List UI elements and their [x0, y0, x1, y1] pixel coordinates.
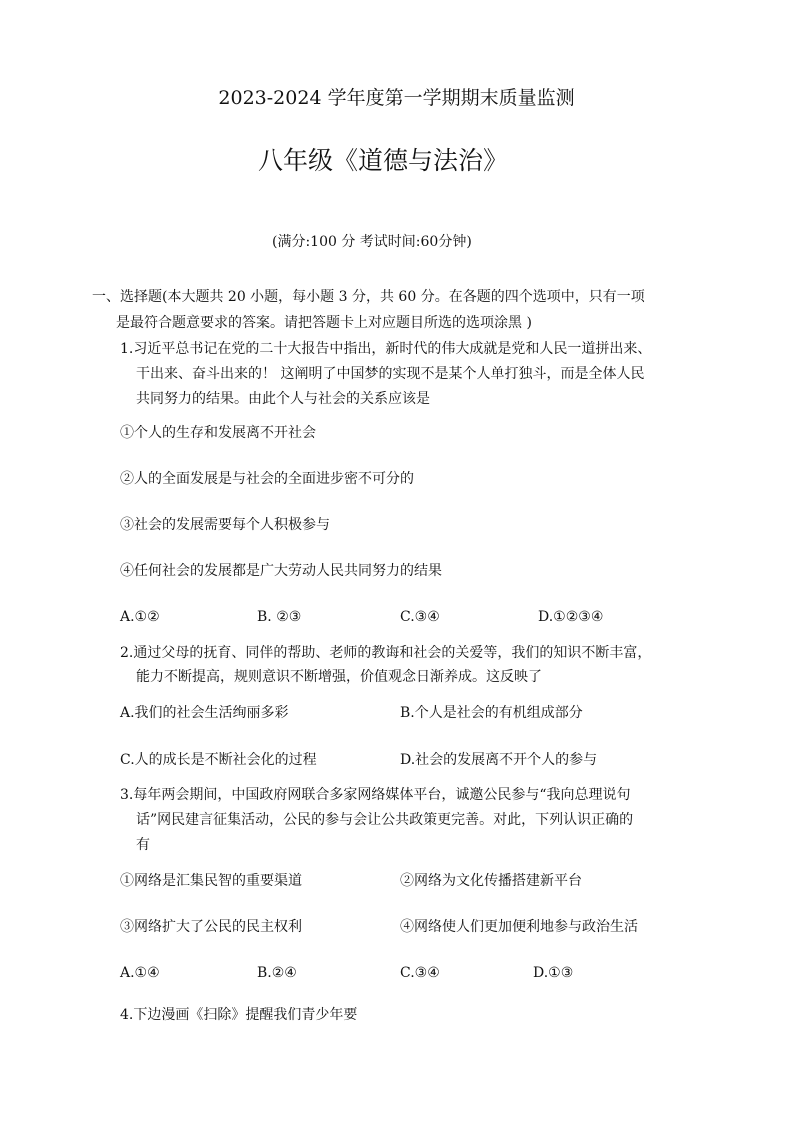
question-2-option-b: B.个人是社会的有机组成部分	[400, 705, 583, 721]
question-2-stem-line1: 2.通过父母的抚育、同伴的帮助、老师的教诲和社会的关爱等，我们的知识不断丰富，	[120, 645, 652, 661]
question-2-option-a: A.我们的社会生活绚丽多彩	[120, 705, 289, 721]
question-1-stem-line2: 干出来、奋斗出来的！ 这阐明了中国梦的实现不是某个人单打独斗，而是全体人民	[136, 366, 645, 382]
question-1-option-a: A.①②	[120, 609, 160, 625]
question-3-option-c: C.③④	[400, 965, 440, 981]
subject-title: 八年级《道德与法治》	[258, 146, 509, 175]
question-1-statement-2: ②人的全面发展是与社会的全面进步密不可分的	[120, 471, 414, 487]
question-2-stem-line2: 能力不断提高，规则意识不断增强，价值观念日渐养成。这反映了	[136, 669, 542, 685]
exam-title: 2023-2024 学年度第一学期期末质量监测	[218, 87, 575, 109]
question-1-option-c: C.③④	[400, 609, 440, 625]
question-3-option-a: A.①④	[120, 965, 160, 981]
question-1-statement-4: ④任何社会的发展都是广大劳动人民共同努力的结果	[120, 563, 442, 579]
question-3-statement-4: ④网络使人们更加便利地参与政治生活	[400, 919, 638, 935]
question-3-statement-3: ③网络扩大了公民的民主权利	[120, 919, 302, 935]
question-1-option-b: B. ②③	[257, 609, 302, 625]
exam-info: (满分:100 分 考试时间:60分钟)	[272, 234, 472, 250]
question-3-statement-2: ②网络为文化传播搭建新平台	[400, 873, 582, 889]
question-1-statement-1: ①个人的生存和发展离不开社会	[120, 425, 316, 441]
section-instruction-line1: 一、选择题(本大题共 20 小题，每小题 3 分，共 60 分。在各题的四个选项中，只有一项	[92, 289, 645, 305]
section-instruction-line2: 是最符合题意要求的答案。请把答题卡上对应题目所选的选项涂黑 )	[116, 315, 532, 331]
question-3-option-d: D.①③	[533, 965, 574, 981]
question-2-option-c: C.人的成长是不断社会化的过程	[120, 752, 317, 768]
question-1-stem-line3: 共同努力的结果。由此个人与社会的关系应该是	[136, 391, 430, 407]
question-1-option-d: D.①②③④	[538, 609, 604, 625]
question-3-statement-1: ①网络是汇集民智的重要渠道	[120, 873, 302, 889]
question-2-option-d: D.社会的发展离不开个人的参与	[400, 752, 598, 768]
question-4-stem-line1: 4.下边漫画《扫除》提醒我们青少年要	[120, 1007, 358, 1023]
question-1-statement-3: ③社会的发展需要每个人积极参与	[120, 517, 330, 533]
question-3-option-b: B.②④	[257, 965, 297, 981]
question-3-stem-line2: 话”网民建言征集活动，公民的参与会让公共政策更完善。对此，下列认识正确的	[136, 812, 634, 828]
question-1-stem-line1: 1.习近平总书记在党的二十大报告中指出，新时代的伟大成就是党和人民一道拼出来、	[120, 341, 652, 357]
question-3-stem-line3: 有	[136, 837, 150, 853]
question-3-stem-line1: 3.每年两会期间，中国政府网联合多家网络媒体平台，诚邀公民参与“我向总理说句	[120, 787, 631, 803]
